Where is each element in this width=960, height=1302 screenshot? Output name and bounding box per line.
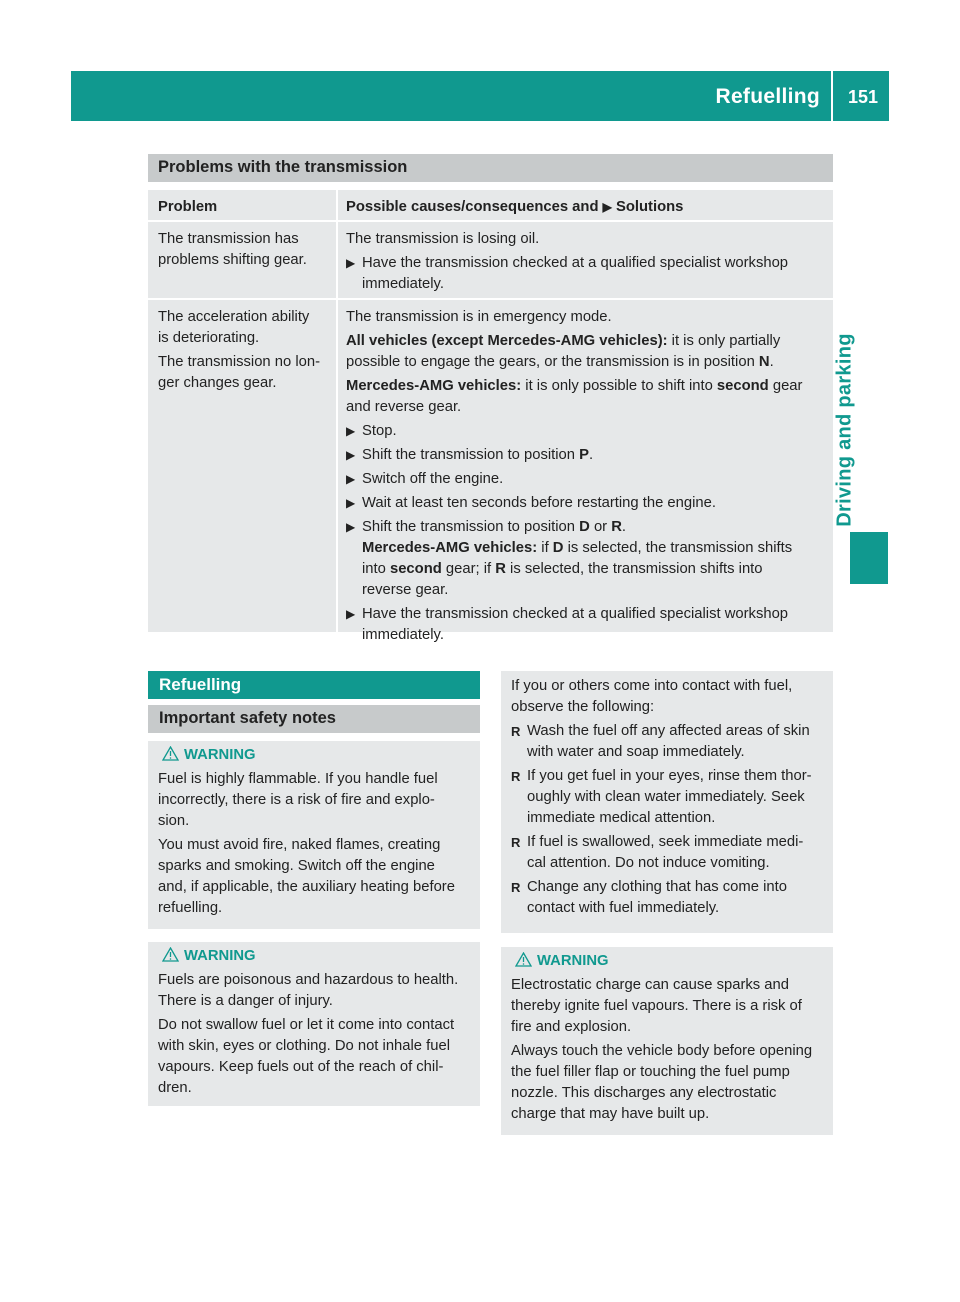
side-tab-label: Driving and parking — [833, 333, 856, 527]
warning-text: Fuels are poisonous and hazardous to health. — [158, 972, 459, 988]
table-header-row — [148, 190, 833, 220]
cause-text: The transmission is in emergency mode. — [346, 309, 612, 325]
warning-text: sparks and smoking. Switch off the engine — [158, 858, 435, 874]
warning-box — [501, 947, 833, 1135]
table-title-bar — [148, 154, 833, 182]
list-item-text: If fuel is swallowed, seek immediate medi- — [527, 834, 804, 850]
subsection-title-bar — [148, 705, 480, 733]
note-text: it is only possible to shift into — [521, 378, 717, 394]
table-row — [148, 222, 833, 298]
step-text: Shift the transmission to position D or R. — [362, 519, 627, 535]
step-item — [346, 493, 828, 514]
warning-text: sion. — [158, 813, 190, 829]
intro-text: If you or others come into contact with fuel, — [511, 678, 793, 694]
gear-position-r: R — [611, 519, 622, 535]
header-problem: Problem — [158, 199, 218, 215]
step-text: reverse gear. — [362, 582, 449, 598]
table-row — [148, 300, 833, 643]
warning-heading — [158, 744, 472, 766]
warning-text: and, if applicable, the auxiliary heating before — [158, 879, 455, 895]
warning-text: incorrectly, there is a risk of fire and explo- — [158, 792, 435, 808]
step-text-part: gear; if — [441, 561, 496, 577]
warning-triangle-icon — [162, 947, 179, 962]
warning-text: There is a danger of injury. — [158, 993, 333, 1009]
bullet-r-icon: R — [511, 880, 521, 895]
step-item — [346, 517, 828, 601]
amg-note-2: and reverse gear. — [346, 399, 462, 415]
list-item-text: oughly with clean water immediately. Seek — [527, 789, 805, 805]
problem-text: problems shifting gear. — [158, 252, 307, 268]
step-text: immediately. — [362, 627, 444, 643]
solution-cell — [346, 307, 828, 646]
second-gear: second — [389, 561, 442, 577]
step-text: Switch off the engine. — [362, 471, 504, 487]
all-vehicles-note-2: possible to engage the gears, or the transmission is in position N. — [346, 354, 774, 370]
warning-triangle-icon — [515, 952, 532, 967]
bullet-r-icon: R — [511, 769, 521, 784]
list-item-text: cal attention. Do not induce vomiting. — [527, 855, 770, 871]
step-text-part: is selected, the transmission shifts into — [505, 561, 763, 577]
header-solutions — [346, 197, 828, 218]
side-tab-marker — [850, 532, 888, 584]
warning-text: You must avoid fire, naked flames, creating — [158, 837, 441, 853]
all-vehicles-label: All vehicles (except Mercedes-AMG vehicles): — [346, 333, 668, 349]
warning-text: Fuel is highly flammable. If you handle fuel — [158, 771, 438, 787]
fuel-contact-box — [501, 671, 833, 933]
warning-label: WARNING — [184, 948, 256, 964]
warning-text: Always touch the vehicle body before opening — [511, 1043, 813, 1059]
arrow-right-icon: ▶ — [346, 424, 356, 438]
step-item — [346, 469, 828, 490]
amg-label: Mercedes-AMG vehicles: — [362, 540, 538, 556]
header-divider — [831, 71, 833, 121]
step-text-part: if — [537, 540, 553, 556]
note-text: it is only partially — [667, 333, 781, 349]
warning-text: charge that may have built up. — [511, 1106, 710, 1122]
warning-text: fire and explosion. — [511, 1019, 632, 1035]
cause-text: The transmission is losing oil. — [346, 231, 540, 247]
step-item — [346, 604, 828, 646]
bullet-r-icon: R — [511, 724, 521, 739]
gear-position-d: D — [579, 519, 590, 535]
warning-box — [148, 741, 480, 929]
warning-triangle-icon — [162, 746, 179, 761]
arrow-right-icon: ▶ — [346, 496, 356, 510]
note-text: gear — [768, 378, 803, 394]
note-text: possible to engage the gears, or the transmission is in position — [346, 354, 759, 370]
list-item-text: Change any clothing that has come into — [527, 879, 787, 895]
warning-box — [148, 942, 480, 1106]
step-text-part: is selected, the transmission shifts — [563, 540, 793, 556]
problem-text: is deteriorating. — [158, 330, 260, 346]
arrow-right-icon: ▶ — [602, 200, 612, 214]
arrow-right-icon: ▶ — [346, 607, 356, 621]
step-text-part: Shift the transmission to position — [362, 519, 580, 535]
gear-position-r: R — [495, 561, 506, 577]
step-text — [362, 559, 828, 580]
page-header-title: Refuelling — [715, 85, 820, 108]
warning-content — [511, 950, 825, 1125]
list-item-text: Wash the fuel off any affected areas of skin — [527, 723, 810, 739]
step-text: Shift the transmission to position P. — [362, 447, 594, 463]
step-text-part: into — [362, 561, 390, 577]
problem-text: ger changes gear. — [158, 375, 277, 391]
step-text: Have the transmission checked at a qualified specialist workshop — [362, 606, 789, 622]
list-item-text: with water and soap immediately. — [527, 744, 745, 760]
warning-label: WARNING — [184, 747, 256, 763]
warning-text: refuelling. — [158, 900, 223, 916]
column-divider — [336, 300, 338, 632]
warning-label: WARNING — [537, 953, 609, 969]
warning-text: vapours. Keep fuels out of the reach of chil- — [158, 1059, 444, 1075]
step-text: Have the transmission checked at a qualified specialist workshop — [362, 255, 789, 271]
intro-text: observe the following: — [511, 699, 655, 715]
warning-heading — [511, 950, 825, 972]
warning-content — [158, 945, 472, 1099]
second-gear: second — [716, 378, 769, 394]
step-text — [362, 538, 828, 559]
problem-cell — [158, 229, 330, 271]
warning-text: dren. — [158, 1080, 192, 1096]
gear-position-d: D — [552, 540, 564, 556]
step-item — [346, 253, 828, 295]
warning-content — [158, 744, 472, 919]
amg-note — [346, 376, 828, 397]
list-item — [511, 832, 825, 874]
warning-text: Electrostatic charge can cause sparks and — [511, 977, 789, 993]
subsection-title: Important safety notes — [159, 709, 336, 727]
warning-text: the fuel filler flap or touching the fuel pump — [511, 1064, 790, 1080]
arrow-right-icon: ▶ — [346, 520, 356, 534]
problem-text: The transmission no lon- — [158, 354, 321, 370]
bullet-r-icon: R — [511, 835, 521, 850]
list-item — [511, 877, 825, 919]
amg-label: Mercedes-AMG vehicles: — [346, 378, 522, 394]
step-text: Stop. — [362, 423, 397, 439]
warning-text: thereby ignite fuel vapours. There is a risk of — [511, 998, 802, 1014]
arrow-right-icon: ▶ — [346, 448, 356, 462]
gear-position-p: P — [579, 447, 590, 463]
list-item — [511, 766, 825, 829]
step-item — [346, 421, 828, 442]
column-divider — [336, 190, 338, 220]
list-item-text: contact with fuel immediately. — [527, 900, 720, 916]
step-text: immediately. — [362, 276, 444, 292]
warning-heading — [158, 945, 472, 967]
step-text-part: Shift the transmission to position — [362, 447, 580, 463]
list-item-text: immediate medical attention. — [527, 810, 716, 826]
problem-text: The transmission has — [158, 231, 299, 247]
problem-text: The acceleration ability — [158, 309, 310, 325]
problem-cell — [158, 307, 330, 394]
warning-text: with skin, eyes or clothing. Do not inhale fuel — [158, 1038, 450, 1054]
arrow-right-icon: ▶ — [346, 472, 356, 486]
header-solutions-text-2: Solutions — [615, 199, 684, 215]
solution-cell — [346, 229, 828, 295]
header-solutions-text: Possible causes/consequences and — [346, 199, 599, 215]
step-text-part: or — [589, 519, 612, 535]
step-text: Wait at least ten seconds before restarting the engine. — [362, 495, 716, 511]
arrow-right-icon: ▶ — [346, 256, 356, 270]
page-number: 151 — [847, 87, 879, 107]
section-title: Refuelling — [159, 675, 242, 694]
warning-text: nozzle. This discharges any electrostatic — [511, 1085, 777, 1101]
all-vehicles-note — [346, 331, 828, 352]
fuel-contact-content — [511, 676, 825, 919]
warning-text: Do not swallow fuel or let it come into contact — [158, 1017, 455, 1033]
table-title: Problems with the transmission — [158, 158, 408, 176]
gear-position-n: N — [758, 354, 770, 370]
list-item — [511, 721, 825, 763]
list-item-text: If you get fuel in your eyes, rinse them thor- — [527, 768, 812, 784]
step-item — [346, 445, 828, 466]
section-title-bar — [148, 671, 480, 699]
column-divider — [336, 222, 338, 298]
